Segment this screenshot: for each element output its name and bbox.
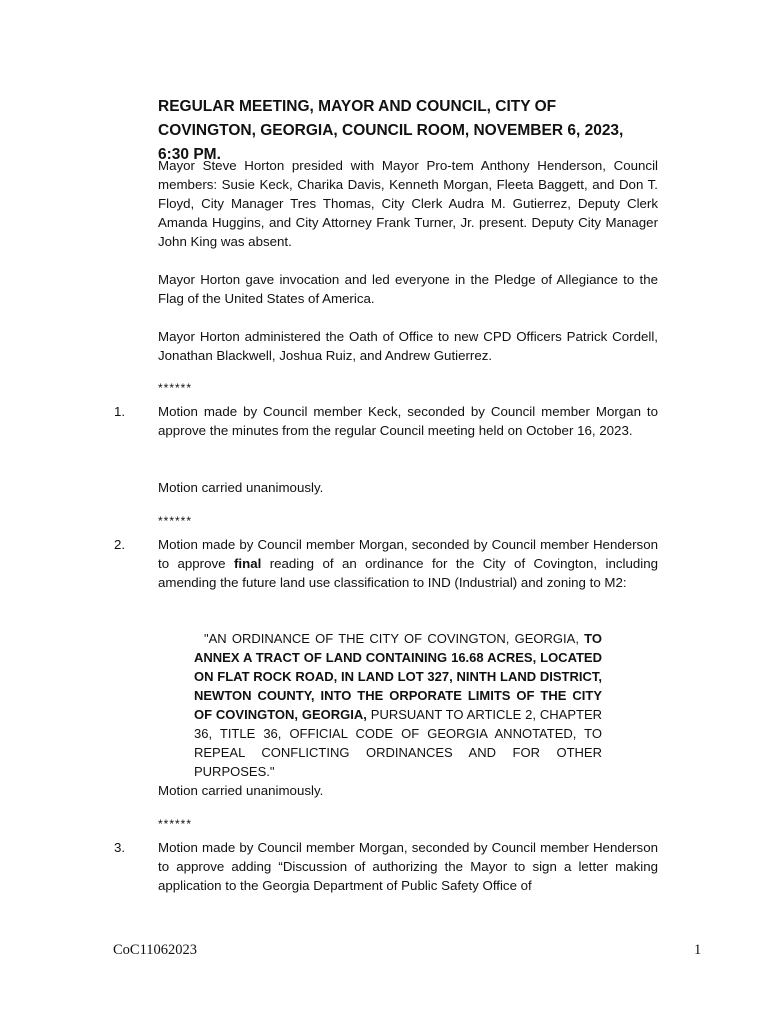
footer-page-number: 1 [694, 942, 702, 958]
item-number: 1. [114, 404, 126, 419]
separator: ****** [158, 817, 193, 831]
motion-text: Motion made by Council member Morgan, seconded by Council member Henderson to approve adding “Discussion of authorizing the Mayor to sign a letter making application to the Georgia Department of Public Safety Office of [158, 840, 658, 893]
item-number: 2. [114, 537, 126, 552]
separator: ****** [158, 381, 193, 395]
motion-text: Motion made by Council member Keck, seconded by Council member Morgan to approve the minutes from the regular Council meeting held on October 16, 2023. [158, 404, 658, 438]
ordinance-quote-close: PURSUANT TO ARTICLE 2, CHAPTER 36, TITLE 36, OFFICIAL CODE OF GEORGIA ANNOTATED, TO REPEAL CONFLICTING ORDINANCES AND FOR OTHER PURPOSES." [194, 707, 603, 779]
motion-text [158, 535, 658, 592]
item-number: 3. [114, 840, 126, 855]
motion-result: Motion carried unanimously. [158, 783, 324, 798]
oath-paragraph: Mayor Horton administered the Oath of Office to new CPD Officers Patrick Cordell, Jonathan Blackwell, Joshua Ruiz, and Andrew Gutierrez. [158, 329, 658, 363]
ordinance-quote-open: "AN ORDINANCE OF THE CITY OF COVINGTON, GEORGIA, [204, 631, 585, 646]
attendance-paragraph: Mayor Steve Horton presided with Mayor Pro-tem Anthony Henderson, Council members: Susie Keck, Charika Davis, Kenneth Morgan, Fleeta Baggett, and Don T. Floyd, City Manager Tres Thomas, City Clerk Audra M. Gutierrez, Deputy Clerk Amanda Huggins, and City Attorney Frank Turner, Jr. present. Deputy City Manager John King was absent. [158, 158, 658, 249]
separator: ****** [158, 514, 193, 528]
invocation-paragraph: Mayor Horton gave invocation and led everyone in the Pledge of Allegiance to the Flag of the United States of America. [158, 272, 658, 306]
page-title: REGULAR MEETING, MAYOR AND COUNCIL, CITY OF COVINGTON, GEORGIA, COUNCIL ROOM, NOVEMBER 6, 2023, 6:30 PM. [158, 98, 624, 163]
motion-text-emphasis: final [233, 556, 262, 571]
ordinance-quote [194, 629, 602, 781]
footer-doc-id: CoC11062023 [113, 942, 198, 958]
motion-text-start: Motion made by Council member Morgan, seconded by Council member Henderson to approve [158, 537, 658, 571]
motion-result: Motion carried unanimously. [158, 480, 324, 495]
ordinance-quote-bold: TO ANNEX A TRACT OF LAND CONTAINING 16.68 ACRES, LOCATED ON FLAT ROCK ROAD, IN LAND LOT 327, NINTH LAND DISTRICT, NEWTON COUNTY, INTO THE ORPORATE LIMITS OF THE CITY OF COVINGTON, GEORGIA, [194, 631, 602, 722]
motion-text-end: reading of an ordinance for the City of Covington, including amending the future land use classification to IND (Industrial) and zoning to M2: [158, 556, 658, 590]
